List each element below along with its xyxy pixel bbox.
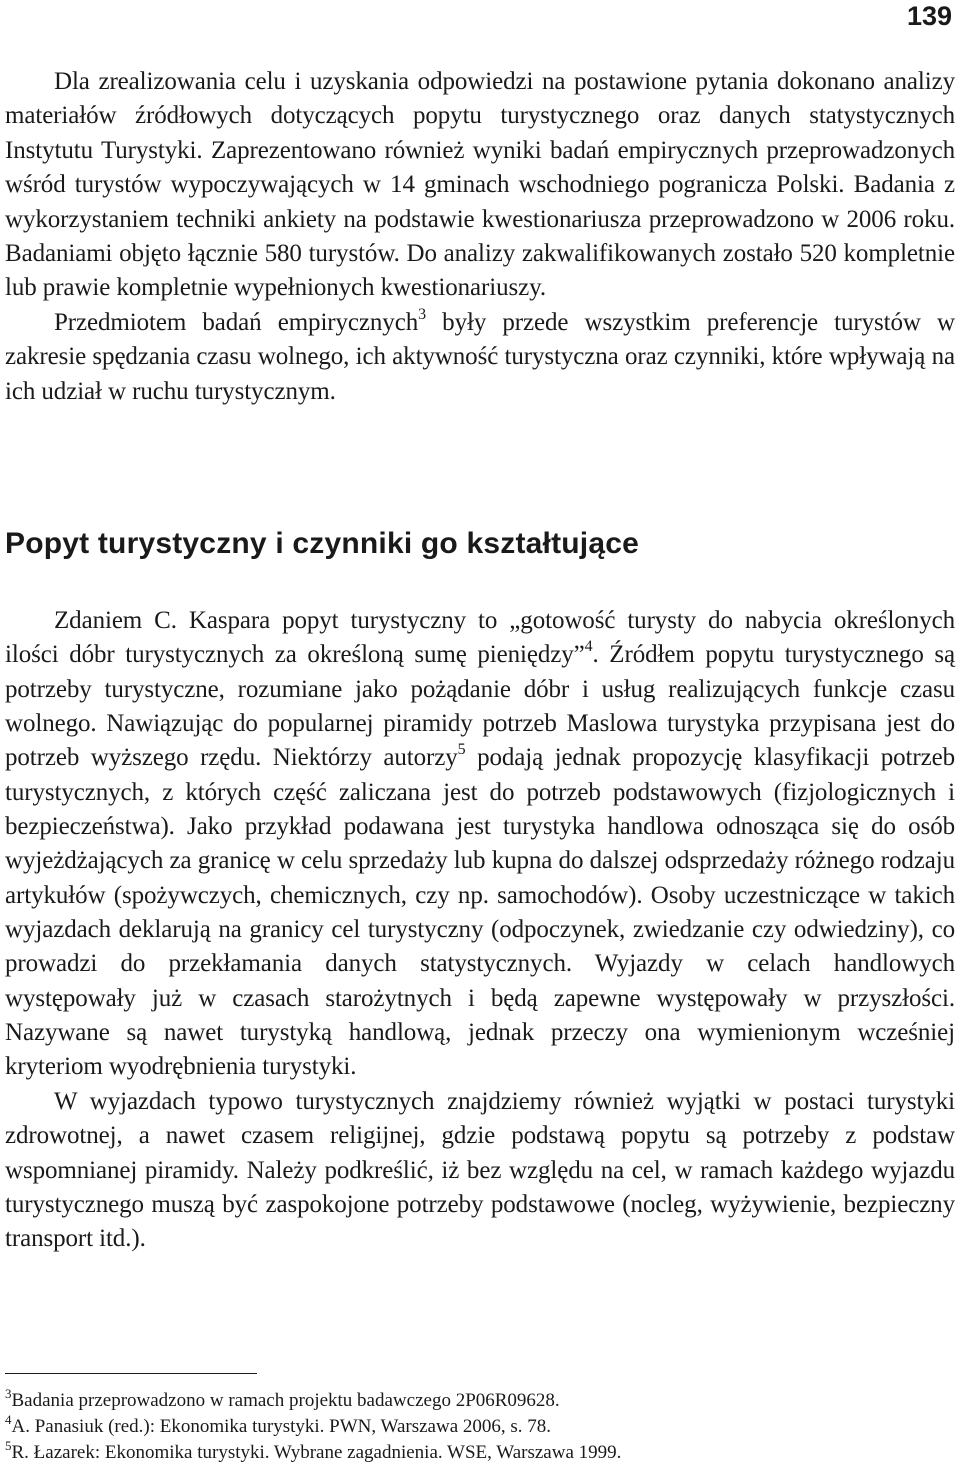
page-number: 139: [906, 1, 952, 31]
footnote-number: 5: [5, 1437, 12, 1453]
footnote-5: [5, 1437, 955, 1466]
footnote-number: 3: [5, 1385, 12, 1401]
main-p1-text-a: Zdaniem C. Kaspara popyt turystyczny to „gotowość turysty do nabycia określonych ilości dóbr turystycznych za określoną sumę pieniędzy”: [5, 607, 955, 669]
intro-paragraph-2: [5, 306, 955, 409]
footnote-ref-4: 4: [584, 638, 593, 656]
footnote-separator: [5, 1373, 257, 1374]
main-p1-text-b: . Źródłem popytu turystycznego są potrzeby turystyczne, rozumiane jako pożądanie dóbr i usług realizujących funkcje czasu wolnego. Nawiązując do popularnej piramidy potrzeb Maslowa turystyka przypisana jest do potrzeb wyższego rzędu. Niektórzy autorzy: [5, 641, 955, 772]
main-paragraph-1: [5, 604, 955, 1085]
main-paragraph-2: W wyjazdach typowo turystycznych znajdziemy również wyjątki w postaci turystyki zdrowotnej, a nawet czasem religijnej, gdzie podstawą popytu są potrzeby z podstaw wspomnianej piramidy. Należy podkreślić, iż bez względu na cel, w ramach każdego wyjazdu turystycznego muszą być zaspokojone potrzeby podstawowe (nocleg, wyżywienie, bezpieczny transport itd.).: [5, 1087, 955, 1253]
footnote-4: [5, 1411, 955, 1440]
footnote-text: Badania przeprowadzono w ramach projektu badawczego 2P06R09628.: [11, 1390, 560, 1411]
main-section: [5, 604, 955, 1257]
intro-paragraph-1: Dla zrealizowania celu i uzyskania odpowiedzi na postawione pytania dokonano analizy materiałów źródłowych dotyczących popytu turystycznego oraz danych statystycznych Instytutu Turystyki. Zaprezentowano również wyniki badań empirycznych przeprowadzonych wśród turystów wypoczywających w 14 gminach wschodniego pogranicza Polski. Badania z wykorzystaniem techniki ankiety na podstawie kwestionariusza przeprowadzono w 2006 roku. Badaniami objęto łącznie 580 turystów. Do analizy zakwalifikowanych zostało 520 kompletnie lub prawie kompletnie wypełnionych kwestionariuszy.: [5, 68, 955, 302]
footnote-number: 4: [5, 1411, 12, 1427]
footnote-ref-3: 3: [418, 305, 427, 323]
intro-p2-text-end: były przede wszystkim preferencje turystów w zakresie spędzania czasu wolnego, ich aktywność turystyczna oraz czynniki, które wpływają na ich udział w ruchu turystycznym.: [5, 308, 955, 405]
footnotes-section: [5, 1385, 955, 1466]
footnote-text: R. Łazarek: Ekonomika turystyki. Wybrane zagadnienia. WSE, Warszawa 1999.: [11, 1442, 622, 1463]
footnote-3: [5, 1385, 955, 1414]
intro-section: [5, 65, 955, 409]
footnote-text: A. Panasiuk (red.): Ekonomika turystyki. PWN, Warszawa 2006, s. 78.: [11, 1416, 552, 1437]
section-heading: Popyt turystyczny i czynniki go kształtujące: [5, 527, 639, 560]
intro-p2-text-start: Przedmiotem badań empirycznych: [54, 308, 419, 336]
footnote-ref-5: 5: [457, 741, 466, 759]
main-p1-text-c: podają jednak propozycję klasyfikacji potrzeb turystycznych, z których część zaliczana jest do potrzeb podstawowych (fizjologicznych i bezpieczeństwa). Jako przykład podawana jest turystyka handlowa odnosząca się do osób wyjeżdżających za granicę w celu sprzedaży lub kupna do dalszej odsprzedaży różnego rodzaju artykułów (spożywczych, chemicznych, czy np. samochodów). Osoby uczestniczące w takich wyjazdach deklarują na granicy cel turystyczny (odpoczynek, zwiedzanie czy odwiedziny), co prowadzi do przekłamania danych statystycznych. Wyjazdy w celach handlowych występowały już w czasach starożytnych i będą zapewne występowały w przyszłości. Nazywane są nawet turystyką handlową, jednak przeczy ona wymienionym wcześniej kryteriom wyodrębnienia turystyki.: [5, 744, 955, 1081]
